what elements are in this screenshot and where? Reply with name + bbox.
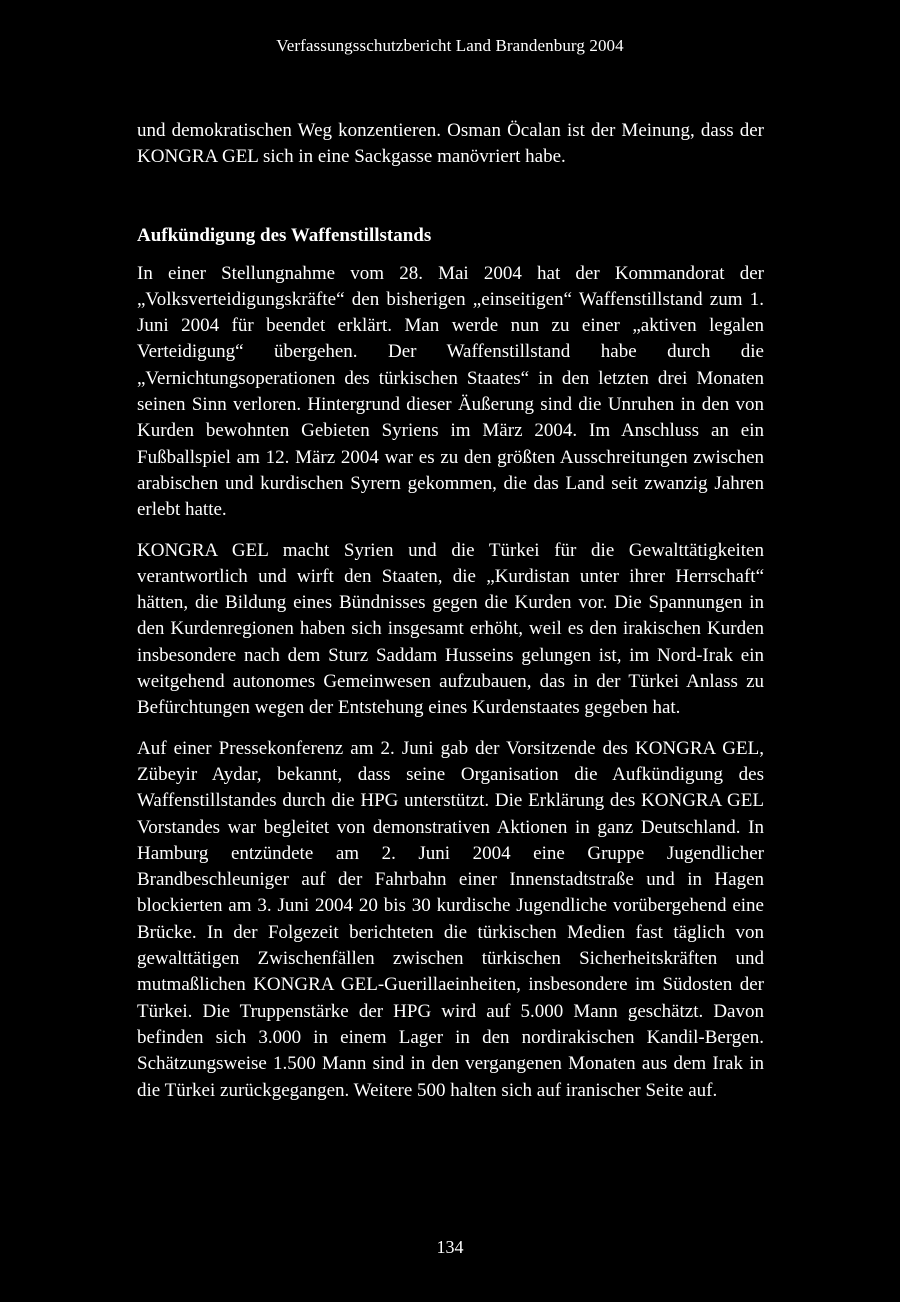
paragraph-kongra-gel-accusation: KONGRA GEL macht Syrien und die Türkei für die Gewalttätigkeiten verantwortlich und wirft den Staaten, die „Kurdistan unter ihrer Herrschaft“ hätten, die Bildung eines Bündnisses gegen die Kurden vor. Die Spannungen in den Kurdenregionen haben sich insgesamt erhöht, weil es den irakischen Kurden insbesondere nach dem Sturz Saddam Husseins gelungen ist, im Nord-Irak ein weitgehend autonomes Gemeinwesen aufzubauen, das in der Türkei Anlass zu Befürchtungen wegen der Entstehung eines Kurdenstaates gegeben hat. [137,539,764,719]
page-number: 134 [436,1237,464,1257]
intro-paragraph: und demokratischen Weg konzentieren. Osman Öcalan ist der Meinung, dass der KONGRA GEL sich in eine Sackgasse manövriert habe. [137,120,764,168]
document-body [137,118,764,1104]
paragraph-ceasefire-statement: In einer Stellungnahme vom 28. Mai 2004 hat der Kommandorat der „Volksverteidigungskräfte“ den bisherigen „einseitigen“ Waffenstillstand zum 1. Juni 2004 für beendet erklärt. Man werde nun zu einer „aktiven legalen Verteidigung“ übergehen. Der Waffenstillstand habe durch die „Vernichtungsoperationen des türkischen Staates“ in den letzten drei Monaten seinen Sinn verloren. Hintergrund dieser Äußerung sind die Unruhen in den von Kurden bewohnten Gebieten Syriens im März 2004. Im Anschluss an ein Fußballspiel am 12. März 2004 war es zu den größten Ausschreitungen zwischen arabischen und kurdischen Syrern gekommen, die das Land seit zwanzig Jahren erlebt hatte. [137,262,764,521]
section-heading: Aufkündigung des Waffenstillstands [137,224,432,246]
running-header: Verfassungsschutzbericht Land Brandenburg 2004 [276,36,624,55]
paragraph-press-conference: Auf einer Pressekonferenz am 2. Juni gab der Vorsitzende des KONGRA GEL, Zübeyir Aydar, bekannt, dass seine Organisation die Aufkündigung des Waffenstillstandes durch die HPG unterstützt. Die Erklärung des KONGRA GEL Vorstandes war begleitet von demonstrativen Aktionen in ganz Deutschland. In Hamburg entzündete am 2. Juni 2004 eine Gruppe Jugendlicher Brandbeschleuniger auf der Fahrbahn einer Innenstadtstraße und in Hagen blockierten am 3. Juni 2004 20 bis 30 kurdische Jugendliche vorübergehend eine Brücke. In der Folgezeit berichteten die türkischen Medien fast täglich von gewalttätigen Zwischenfällen zwischen türkischen Sicherheitskräften und mutmaßlichen KONGRA GEL-Guerillaeinheiten, insbesondere im Südosten der Türkei. Die Truppenstärke der HPG wird auf 5.000 Mann geschätzt. Davon befinden sich 3.000 in einem Lager in den nordirakischen Kandil-Bergen. Schätzungsweise 1.500 Mann sind in den vergangenen Monaten aus dem Irak in die Türkei zurückgegangen. Weitere 500 halten sich auf iranischer Seite auf. [137,737,764,1101]
